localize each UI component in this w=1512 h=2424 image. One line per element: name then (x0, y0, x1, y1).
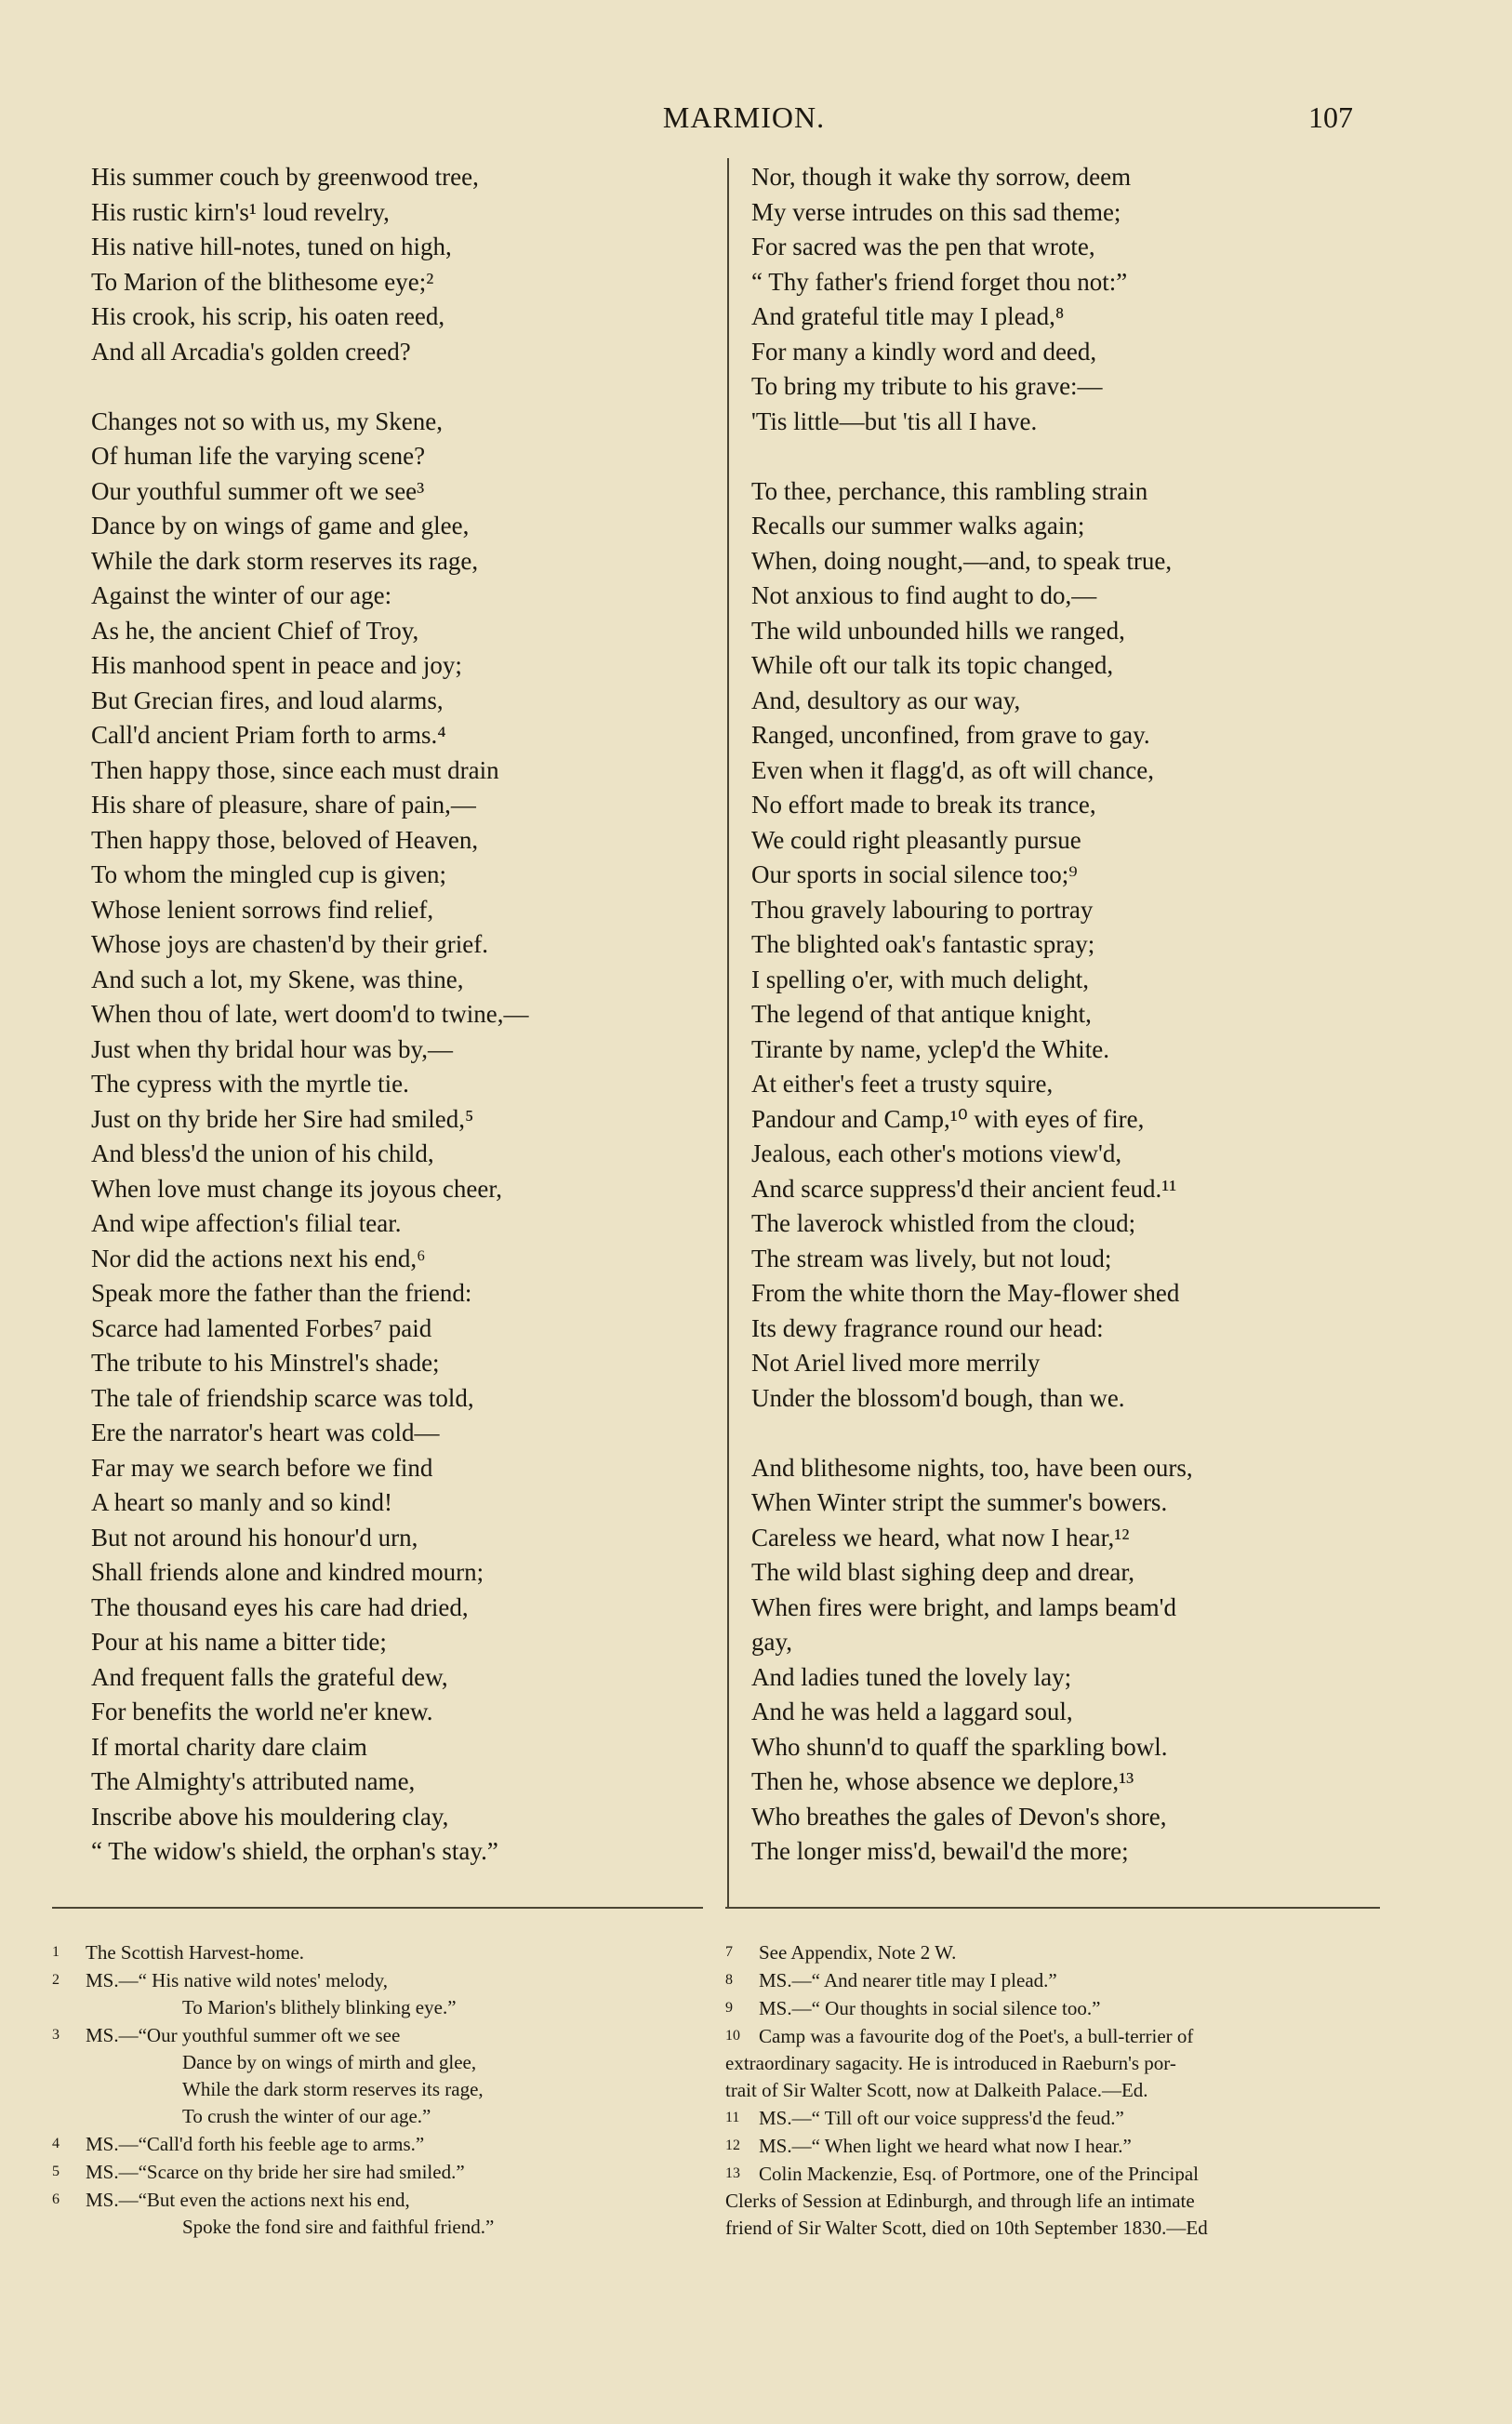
poem-line: The Almighty's attributed name, (91, 1767, 416, 1795)
poem-line: Pandour and Camp,¹⁰ with eyes of fire, (751, 1104, 1145, 1133)
poem-line: The longer miss'd, bewail'd the more; (751, 1837, 1129, 1865)
footnote (725, 1938, 1376, 1966)
footnote (52, 1938, 703, 1966)
poem-line: At either's feet a trusty squire, (751, 1070, 1054, 1098)
footnote-text: MS.—“Our youthful summer oft we see (86, 2024, 401, 2046)
footnote (725, 1966, 1376, 1994)
poem-line: I spelling o'er, with much delight, (751, 965, 1089, 993)
footnote-number: 2 (52, 1972, 60, 1988)
footnote-text: MS.—“ His native wild notes' melody, (86, 1969, 388, 1991)
footnote (52, 2021, 703, 2049)
poem-line: Pour at his name a bitter tide; (91, 1628, 387, 1656)
footnote (52, 2186, 703, 2214)
poem-line: Just on thy bride her Sire had smiled,⁵ (91, 1104, 474, 1133)
footnote-text: MS.—“ When light we heard what now I hear.” (759, 2135, 1132, 2157)
poem-line: Our youthful summer oft we see³ (91, 476, 425, 505)
poem-line: Then he, whose absence we deplore,¹³ (751, 1767, 1134, 1795)
poem-line: And grateful title may I plead,⁸ (751, 302, 1065, 330)
poem-line: And he was held a laggard soul, (751, 1698, 1073, 1725)
poem-line: When, doing nought,—and, to speak true, (751, 546, 1173, 575)
poem-line: Of human life the varying scene? (91, 442, 426, 470)
poem-line: The laverock whistled from the cloud; (751, 1209, 1136, 1237)
poem-line: Whose joys are chasten'd by their grief. (91, 930, 488, 958)
footnote-continuation: extraordinary sagacity. He is introduced in Raeburn's por- (725, 2052, 1176, 2074)
poem-line: His manhood spent in peace and joy; (91, 651, 462, 679)
poem-line: But not around his honour'd urn, (91, 1523, 418, 1552)
footnote (52, 1966, 703, 1994)
footnote-continuation: friend of Sir Walter Scott, died on 10th September 1830.—Ed (725, 2217, 1208, 2239)
poem-line: Speak more the father than the friend: (91, 1279, 472, 1307)
poem-line: The tribute to his Minstrel's shade; (91, 1349, 440, 1377)
footnote-number: 10 (725, 2028, 740, 2044)
poem-line: When thou of late, wert doom'd to twine,— (91, 1000, 529, 1028)
poem-line: Who breathes the gales of Devon's shore, (751, 1802, 1167, 1831)
poem-left-column (91, 160, 705, 1870)
poem-line: Recalls our summer walks again; (751, 512, 1085, 539)
footnote-number: 5 (52, 2164, 60, 2179)
poem-line: Not Ariel lived more merrily (751, 1349, 1041, 1377)
footnote-continuation: Spoke the fond sire and faithful friend.” (182, 2216, 495, 2238)
poem-line: Even when it flagg'd, as oft will chance, (751, 755, 1154, 784)
poem-line: Who shunn'd to quaff the sparkling bowl. (751, 1732, 1168, 1761)
footnote-rule-right (725, 1907, 1380, 1909)
poem-line: For sacred was the pen that wrote, (751, 233, 1095, 260)
footnote-number: 6 (52, 2191, 60, 2207)
poem-line: Jealous, each other's motions view'd, (751, 1139, 1122, 1167)
poem-line: His rustic kirn's¹ loud revelry, (91, 197, 390, 226)
poem-line: Not anxious to find aught to do,— (751, 581, 1097, 609)
footnote (725, 1994, 1376, 2022)
poem-line: But Grecian fires, and loud alarms, (91, 686, 444, 714)
poem-line: His summer couch by greenwood tree, (91, 163, 479, 191)
footnote-text: MS.—“Scarce on thy bride her sire had smiled.” (86, 2161, 465, 2183)
poem-line: If mortal charity dare claim (91, 1732, 367, 1761)
poem-line: The cypress with the myrtle tie. (91, 1070, 409, 1098)
poem-line: To thee, perchance, this rambling strain (751, 476, 1148, 505)
poem-line: 'Tis little—but 'tis all I have. (751, 406, 1038, 435)
poem-line: My verse intrudes on this sad theme; (751, 197, 1121, 226)
poem-line: Our sports in social silence too;⁹ (751, 860, 1078, 888)
poem-line: The stream was lively, but not loud; (751, 1244, 1112, 1272)
stanza-break (751, 1416, 1402, 1451)
poem-line: Just when thy bridal hour was by,— (91, 1034, 453, 1063)
footnote-text: MS.—“ Till oft our voice suppress'd the feud.” (759, 2107, 1124, 2129)
poem-line: When Winter stript the summer's bowers. (751, 1488, 1168, 1516)
footnote-text: MS.—“ Our thoughts in social silence too.” (759, 1997, 1101, 2019)
footnote-text: Camp was a favourite dog of the Poet's, a bull-terrier of (759, 2025, 1194, 2047)
poem-line: The legend of that antique knight, (751, 1000, 1092, 1028)
footnotes-right (725, 1938, 1376, 2242)
footnote-text: MS.—“But even the actions next his end, (86, 2189, 410, 2211)
poem-line: From the white thorn the May-flower shed (751, 1279, 1180, 1307)
poem-line: Against the winter of our age: (91, 581, 392, 609)
poem-line: For benefits the world ne'er knew. (91, 1698, 433, 1725)
footnote-continuation: Dance by on wings of mirth and glee, (182, 2051, 477, 2073)
stanza-break (751, 439, 1402, 474)
page-number: 107 (1308, 100, 1353, 134)
poem-right-column (751, 160, 1402, 1870)
poem-line: Then happy those, since each must drain (91, 755, 499, 784)
footnotes-left (52, 1938, 703, 2241)
footnote-continuation: Clerks of Session at Edinburgh, and through life an intimate (725, 2190, 1195, 2212)
poem-line: And scarce suppress'd their ancient feud.¹¹ (751, 1174, 1177, 1203)
poem-line: Dance by on wings of game and glee, (91, 512, 470, 539)
poem-line: Thou gravely labouring to portray (751, 895, 1094, 924)
poem-line: And such a lot, my Skene, was thine, (91, 965, 464, 993)
poem-line: Shall friends alone and kindred mourn; (91, 1558, 484, 1586)
poem-line: And ladies tuned the lovely lay; (751, 1662, 1072, 1691)
poem-line: When fires were bright, and lamps beam'd (751, 1592, 1176, 1621)
poem-line: His native hill-notes, tuned on high, (91, 233, 452, 260)
footnote (52, 2130, 703, 2158)
footnote-number: 1 (52, 1944, 60, 1960)
footnote-continuation: To Marion's blithely blinking eye.” (182, 1996, 457, 2018)
poem-line: To whom the mingled cup is given; (91, 860, 447, 888)
poem-line: Tirante by name, yclep'd the White. (751, 1034, 1110, 1063)
footnote (725, 2022, 1376, 2050)
footnote-number: 13 (725, 2165, 740, 2181)
footnote (725, 2160, 1376, 2188)
footnote (725, 2104, 1376, 2132)
poem-line: His crook, his scrip, his oaten reed, (91, 302, 445, 330)
running-title: MARMION. (662, 100, 826, 134)
poem-line: No effort made to break its trance, (751, 791, 1096, 819)
poem-line: When love must change its joyous cheer, (91, 1174, 503, 1203)
footnote-number: 11 (725, 2110, 740, 2125)
poem-line: Changes not so with us, my Skene, (91, 406, 443, 435)
poem-line: Ere the narrator's heart was cold— (91, 1418, 440, 1446)
footnote-text: The Scottish Harvest-home. (86, 1941, 305, 1964)
footnote-number: 12 (725, 2138, 740, 2153)
poem-line: gay, (751, 1628, 792, 1656)
poem-line: The thousand eyes his care had dried, (91, 1592, 469, 1621)
poem-line: “ The widow's shield, the orphan's stay.” (91, 1837, 498, 1865)
poem-line: And wipe affection's filial tear. (91, 1209, 402, 1237)
footnote-text: MS.—“ And nearer title may I plead.” (759, 1969, 1057, 1991)
poem-line: The wild blast sighing deep and drear, (751, 1558, 1135, 1586)
poem-line: And, desultory as our way, (751, 686, 1021, 714)
footnote-number: 8 (725, 1972, 733, 1988)
poem-line: To Marion of the blithesome eye;² (91, 267, 434, 296)
column-divider (727, 158, 729, 1907)
poem-line: For many a kindly word and deed, (751, 337, 1097, 366)
poem-line: And bless'd the union of his child, (91, 1139, 434, 1167)
poem-line: Its dewy fragrance round our head: (751, 1313, 1104, 1342)
poem-line: As he, the ancient Chief of Troy, (91, 616, 419, 645)
poem-line: Nor did the actions next his end,⁶ (91, 1244, 426, 1272)
poem-line: The wild unbounded hills we ranged, (751, 616, 1125, 645)
poem-line: Under the blossom'd bough, than we. (751, 1383, 1125, 1412)
poem-line: To bring my tribute to his grave:— (751, 372, 1103, 400)
poem-line: And blithesome nights, too, have been ours, (751, 1453, 1193, 1482)
poem-line: Careless we heard, what now I hear,¹² (751, 1523, 1130, 1552)
poem-line: The blighted oak's fantastic spray; (751, 930, 1095, 958)
footnote-continuation: trait of Sir Walter Scott, now at Dalkeith Palace.—Ed. (725, 2079, 1148, 2101)
footnote-number: 4 (52, 2136, 60, 2151)
poem-line: Whose lenient sorrows find relief, (91, 895, 434, 924)
footnote-text: MS.—“Call'd forth his feeble age to arms.” (86, 2133, 425, 2155)
footnote (725, 2132, 1376, 2160)
poem-line: The tale of friendship scarce was told, (91, 1383, 474, 1412)
poem-line: His share of pleasure, share of pain,— (91, 791, 476, 819)
footnote-continuation: To crush the winter of our age.” (182, 2105, 431, 2127)
poem-line: Call'd ancient Priam forth to arms.⁴ (91, 721, 446, 749)
poem-line: Scarce had lamented Forbes⁷ paid (91, 1313, 432, 1342)
footnote-text: Colin Mackenzie, Esq. of Portmore, one of the Principal (759, 2163, 1199, 2185)
poem-line: While oft our talk its topic changed, (751, 651, 1114, 679)
footnote-continuation: While the dark storm reserves its rage, (182, 2078, 484, 2100)
poem-line: While the dark storm reserves its rage, (91, 546, 479, 575)
poem-line: Ranged, unconfined, from grave to gay. (751, 721, 1150, 749)
poem-line: Inscribe above his mouldering clay, (91, 1802, 449, 1831)
poem-line: Then happy those, beloved of Heaven, (91, 825, 479, 854)
footnote-text: See Appendix, Note 2 W. (759, 1941, 957, 1964)
footnote (52, 2158, 703, 2186)
stanza-break (91, 369, 705, 405)
footnote-number: 7 (725, 1944, 733, 1960)
poem-line: A heart so manly and so kind! (91, 1488, 392, 1516)
footnote-number: 9 (725, 2000, 733, 2016)
footnote-number: 3 (52, 2027, 60, 2043)
poem-line: Nor, though it wake thy sorrow, deem (751, 163, 1132, 191)
poem-line: Far may we search before we find (91, 1453, 433, 1482)
footnote-rule-left (52, 1907, 703, 1909)
poem-line: And all Arcadia's golden creed? (91, 337, 411, 366)
poem-line: And frequent falls the grateful dew, (91, 1662, 448, 1691)
poem-line: “ Thy father's friend forget thou not:” (751, 267, 1128, 296)
poem-line: We could right pleasantly pursue (751, 825, 1081, 854)
